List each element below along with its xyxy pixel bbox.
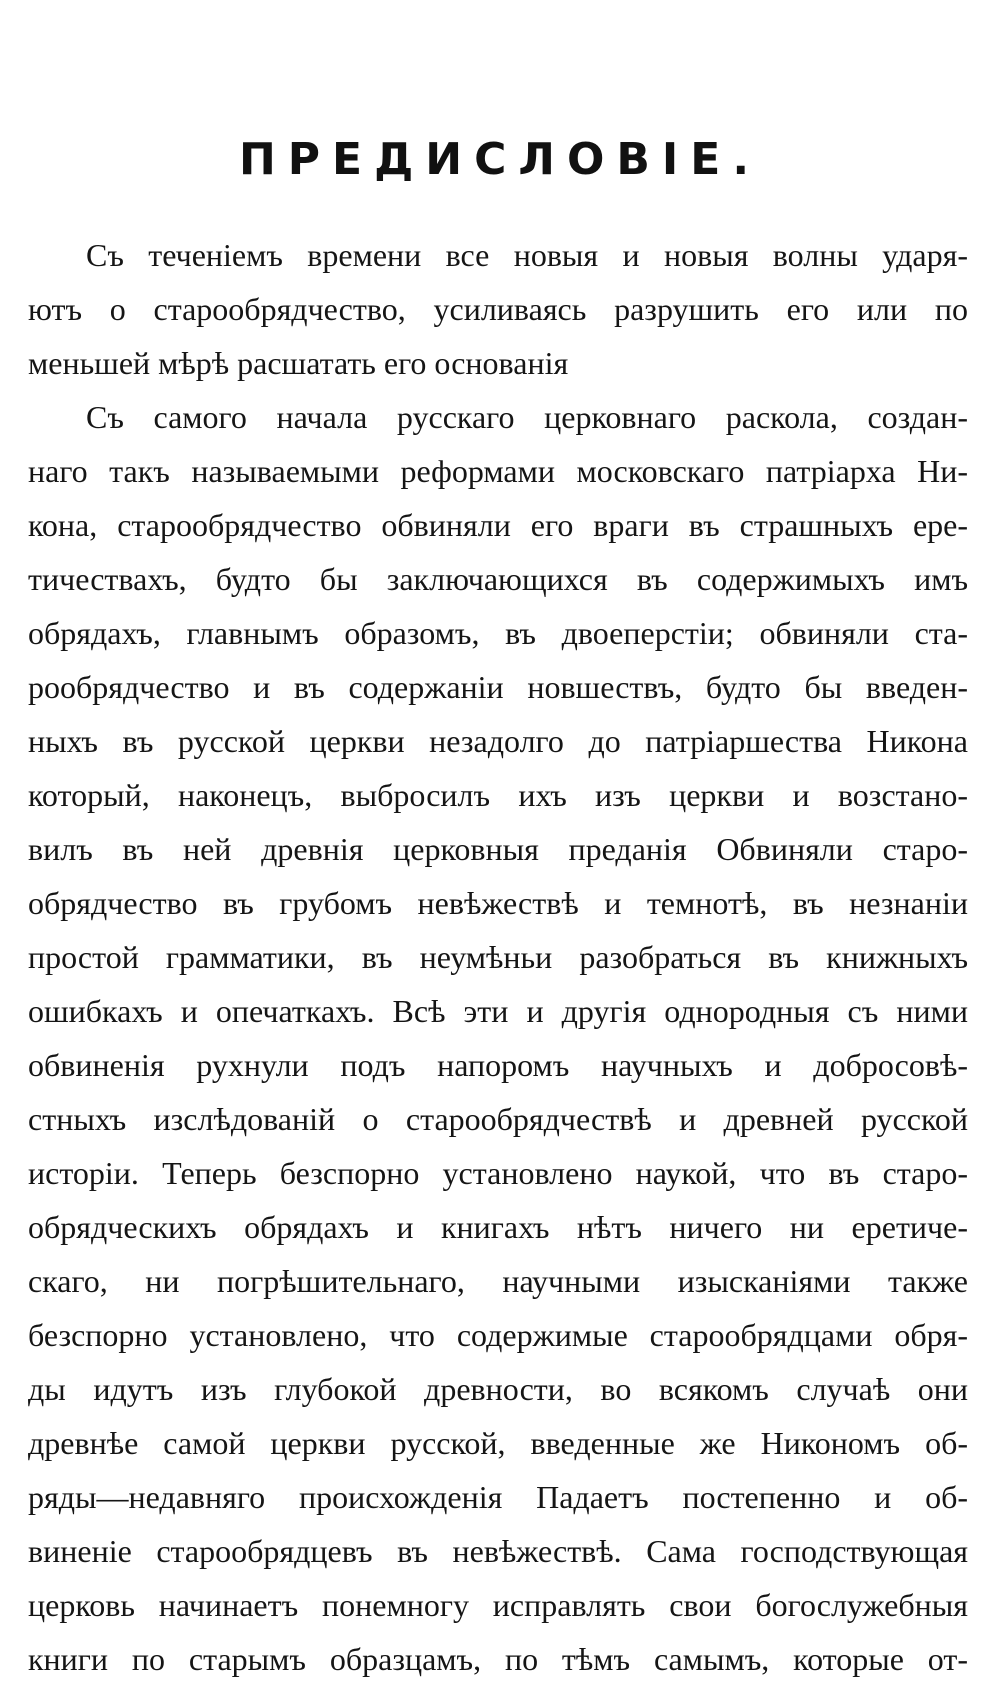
text-line: ныхъ въ русской церкви незадолго до патріаршества Никона (28, 723, 968, 759)
text-line: древнѣе самой церкви русской, введенные же Никономъ об- (28, 1425, 968, 1461)
text-line: книги по старымъ образцамъ, по тѣмъ самымъ, которые от- (28, 1641, 968, 1677)
text-line: Съ самого начала русскаго церковнаго раскола, создан- (86, 399, 968, 435)
paragraph-2 (28, 390, 968, 1686)
text-line: ды идутъ изъ глубокой древности, во всякомъ случаѣ они (28, 1371, 968, 1407)
text-line: ряды—недавняго происхожденія Падаетъ постепенно и об- (28, 1479, 968, 1515)
text-line: обвиненія рухнули подъ напоромъ научныхъ и добросовѣ- (28, 1047, 968, 1083)
page-title: ПРЕДИСЛОВІЕ. (238, 134, 762, 185)
text-line: рообрядчество и въ содержаніи новшествъ, будто бы введен- (28, 669, 968, 705)
document-body (28, 228, 968, 1686)
text-line: кона, старообрядчество обвиняли его враги въ страшныхъ ере- (28, 507, 968, 543)
text-line: ютъ о старообрядчество, усиливаясь разрушить его или по (28, 291, 968, 327)
text-line: обрядческихъ обрядахъ и книгахъ нѣтъ ничего ни еретиче- (28, 1209, 968, 1245)
text-line: меньшей мѣрѣ расшатать его основанія (28, 345, 569, 381)
text-line: тичествахъ, будто бы заключающихся въ содержимыхъ имъ (28, 561, 968, 597)
text-line: обрядахъ, главнымъ образомъ, въ двоеперстіи; обвиняли ста- (28, 615, 968, 651)
text-line: виненіе старообрядцевъ въ невѣжествѣ. Сама господствующая (28, 1533, 968, 1569)
text-line: церковь начинаетъ понемногу исправлять свои богослужебныя (28, 1587, 968, 1623)
text-line: безспорно установлено, что содержимые старообрядцами обря- (28, 1317, 968, 1353)
paragraph-1 (28, 228, 968, 390)
text-line: исторіи. Теперь безспорно установлено наукой, что въ старо- (28, 1155, 968, 1191)
text-line: простой грамматики, въ неумѣньи разобраться въ книжныхъ (28, 939, 968, 975)
text-line: скаго, ни погрѣшительнаго, научными изысканіями также (28, 1263, 968, 1299)
text-line: Съ теченіемъ времени все новыя и новыя волны ударя- (86, 237, 968, 273)
text-line: обрядчество въ грубомъ невѣжествѣ и темнотѣ, въ незнаніи (28, 885, 968, 921)
text-line: стныхъ изслѣдованій о старообрядчествѣ и древней русской (28, 1101, 968, 1137)
text-line: наго такъ называемыми реформами московскаго патріарха Ни- (28, 453, 968, 489)
text-line: вилъ въ ней древнія церковныя преданія Обвиняли старо- (28, 831, 968, 867)
text-line: который, наконецъ, выбросилъ ихъ изъ церкви и возстано- (28, 777, 968, 813)
text-line: ошибкахъ и опечаткахъ. Всѣ эти и другія однородныя съ ними (28, 993, 968, 1029)
